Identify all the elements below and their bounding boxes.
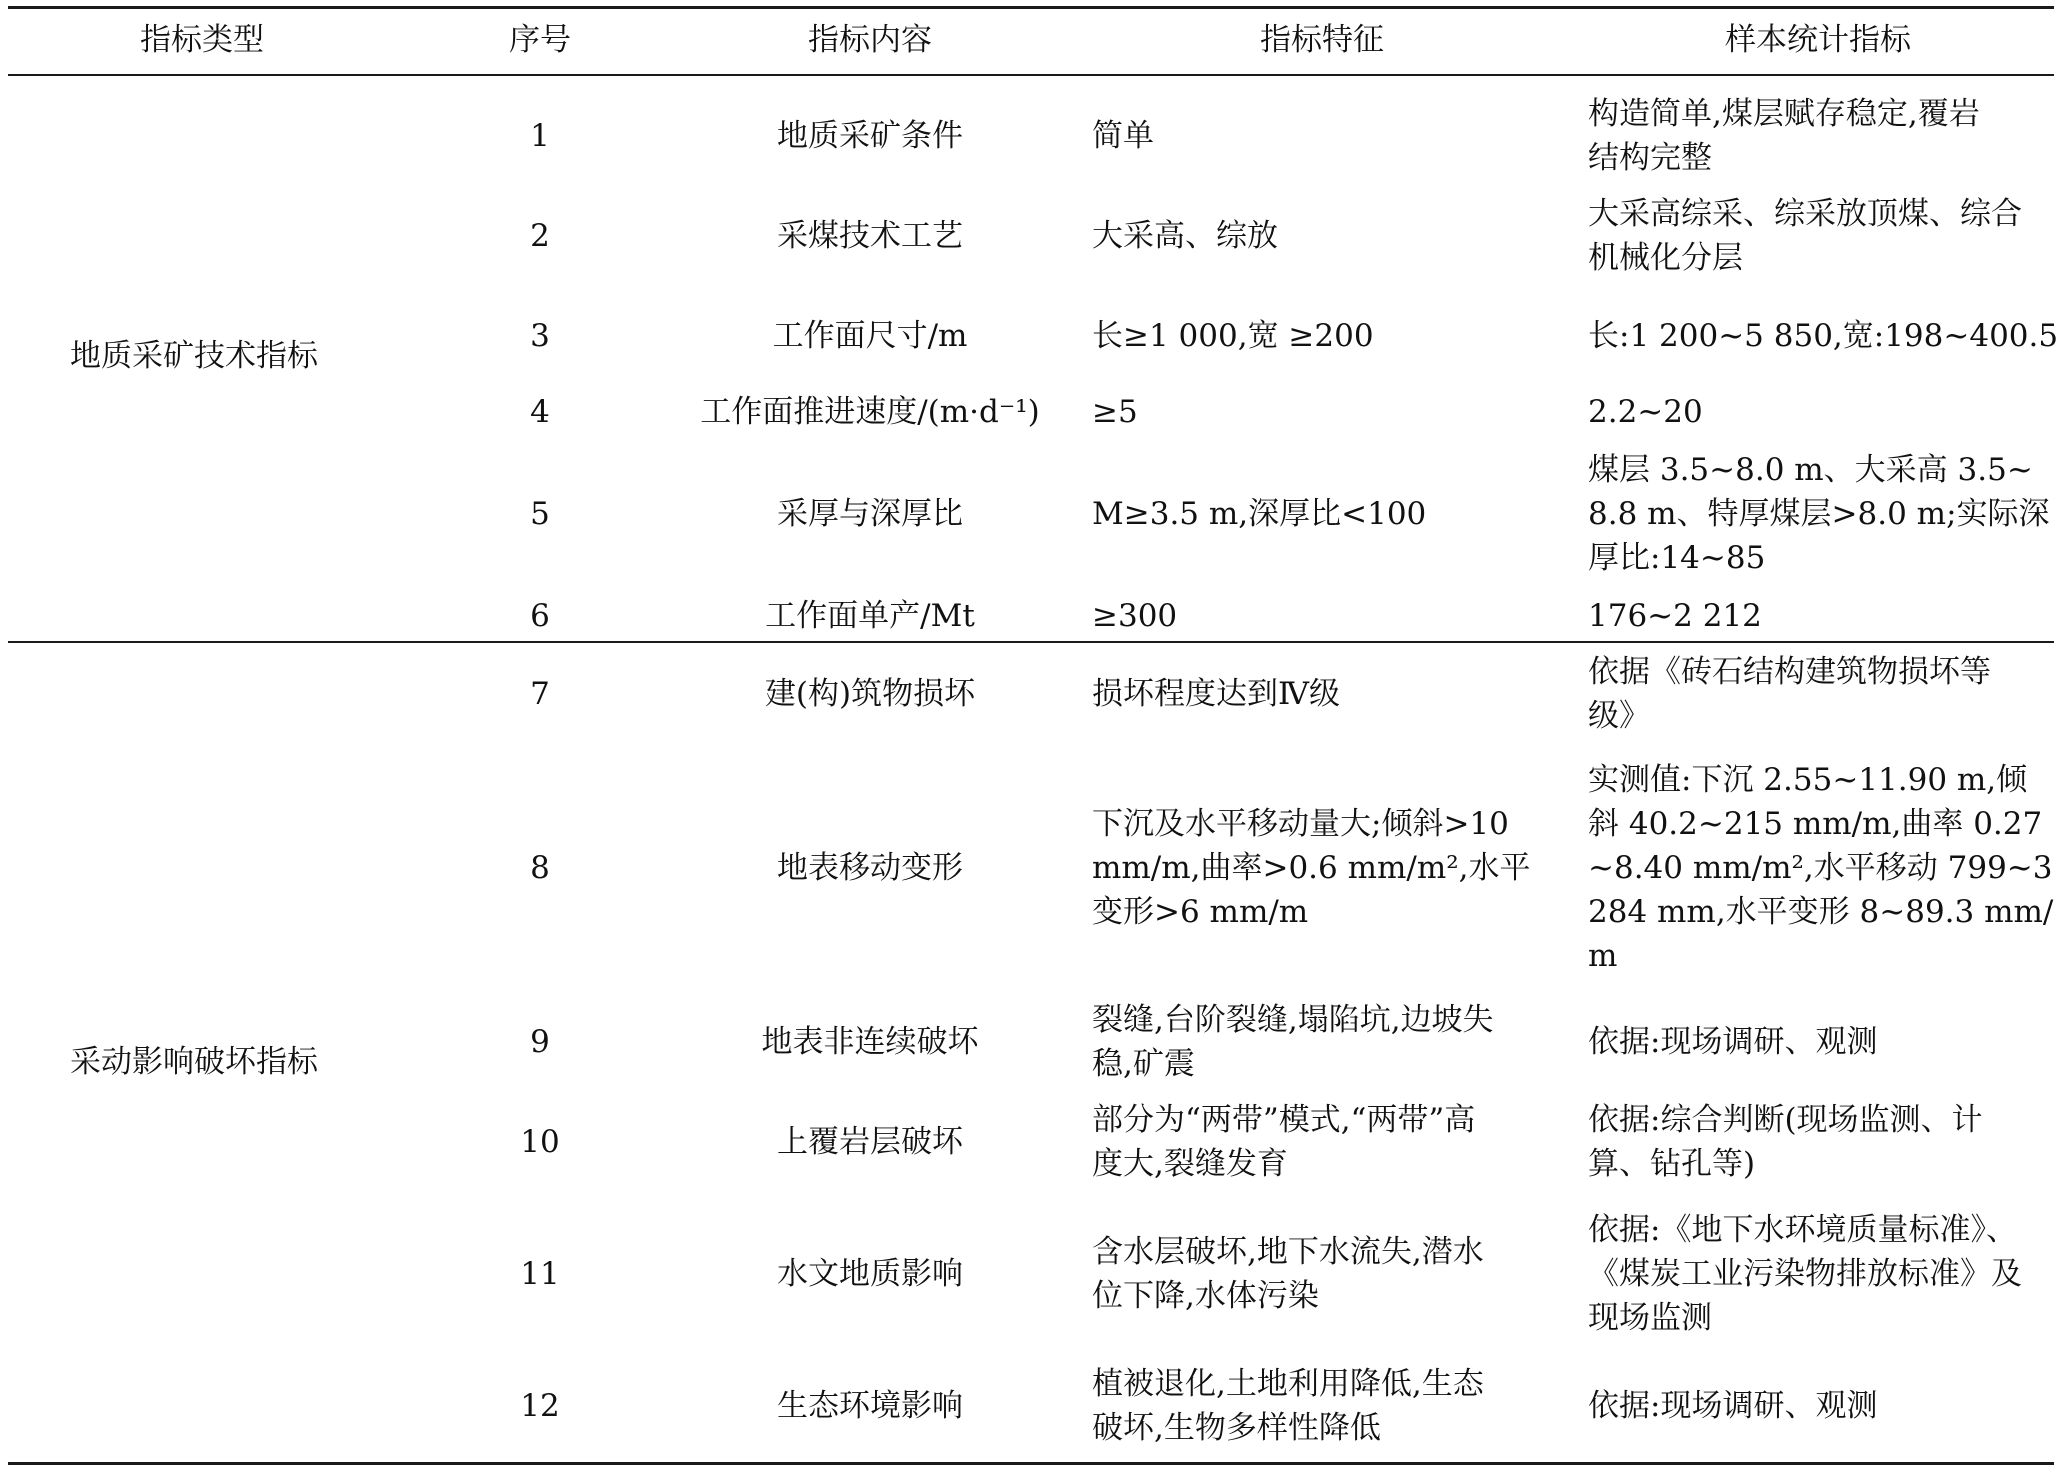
row-8-feature-line: 下沉及水平移动量大;倾斜>10 bbox=[1092, 806, 1509, 842]
row-8-stats bbox=[1588, 758, 2054, 978]
row-10-content: 上覆岩层破坏 bbox=[777, 1124, 963, 1160]
row-3-stats-line: 长:1 200~5 850,宽:198~400.5 bbox=[1588, 318, 2059, 354]
row-5-stats-line: 煤层 3.5~8.0 m、大采高 3.5~ bbox=[1588, 452, 2033, 488]
row-8-stats-line: ~8.40 mm/m²,水平移动 799~3 bbox=[1588, 850, 2053, 886]
row-12-index: 12 bbox=[520, 1388, 560, 1424]
row-6-index: 6 bbox=[530, 598, 550, 634]
row-3-feature bbox=[1092, 314, 1572, 358]
row-8-feature-line: 变形>6 mm/m bbox=[1092, 894, 1309, 930]
row-6-stats bbox=[1588, 594, 2048, 638]
row-2-feature-line: 大采高、综放 bbox=[1092, 218, 1278, 254]
row-3-content: 工作面尺寸/m bbox=[772, 318, 968, 354]
row-10-index: 10 bbox=[520, 1124, 560, 1160]
row-11-index: 11 bbox=[520, 1256, 560, 1292]
row-9-feature bbox=[1092, 998, 1572, 1086]
row-11-feature-line: 位下降,水体污染 bbox=[1092, 1278, 1319, 1314]
row-8-feature-line: mm/m,曲率>0.6 mm/m²,水平 bbox=[1092, 850, 1531, 886]
row-7-stats-line: 级》 bbox=[1588, 698, 1650, 734]
row-1-stats bbox=[1588, 92, 2048, 180]
header-bottom-rule bbox=[8, 74, 2054, 76]
row-11-stats bbox=[1588, 1208, 2048, 1340]
row-8-index: 8 bbox=[530, 850, 550, 886]
header-type: 指标类型 bbox=[140, 22, 264, 58]
row-3-stats bbox=[1588, 314, 2059, 358]
row-9-feature-line: 稳,矿震 bbox=[1092, 1046, 1195, 1082]
header-index: 序号 bbox=[509, 22, 571, 58]
row-2-stats-line: 大采高综采、综采放顶煤、综合 bbox=[1588, 196, 2022, 232]
row-10-feature-line: 部分为“两带”模式,“两带”高 bbox=[1092, 1102, 1476, 1138]
row-1-feature bbox=[1092, 114, 1572, 158]
row-9-stats bbox=[1588, 1020, 2048, 1064]
row-9-feature-line: 裂缝,台阶裂缝,塌陷坑,边坡失 bbox=[1092, 1002, 1494, 1038]
row-5-content: 采厚与深厚比 bbox=[777, 496, 963, 532]
row-1-index: 1 bbox=[530, 118, 550, 154]
row-4-index: 4 bbox=[530, 394, 550, 430]
row-3-index: 3 bbox=[530, 318, 550, 354]
row-5-stats-line: 厚比:14~85 bbox=[1588, 540, 1766, 576]
table-top-rule bbox=[8, 6, 2054, 9]
row-4-feature bbox=[1092, 390, 1572, 434]
table-bottom-rule bbox=[8, 1462, 2054, 1465]
row-12-feature-line: 破坏,生物多样性降低 bbox=[1092, 1410, 1381, 1446]
header-content: 指标内容 bbox=[808, 22, 932, 58]
row-7-content: 建(构)筑物损坏 bbox=[764, 676, 976, 712]
row-12-feature-line: 植被退化,土地利用降低,生态 bbox=[1092, 1366, 1484, 1402]
row-1-feature-line: 简单 bbox=[1092, 118, 1154, 154]
row-1-content: 地质采矿条件 bbox=[777, 118, 963, 154]
row-11-content: 水文地质影响 bbox=[777, 1256, 963, 1292]
row-11-stats-line: 依据:《地下水环境质量标准》、 bbox=[1588, 1212, 2017, 1248]
row-9-stats-line: 依据:现场调研、观测 bbox=[1588, 1024, 1878, 1060]
row-2-feature bbox=[1092, 214, 1572, 258]
row-8-stats-line: 实测值:下沉 2.55~11.90 m,倾 bbox=[1588, 762, 2028, 798]
row-7-index: 7 bbox=[530, 676, 550, 712]
row-12-stats bbox=[1588, 1384, 2048, 1428]
row-8-stats-line: m bbox=[1588, 938, 1618, 974]
row-8-content: 地表移动变形 bbox=[777, 850, 963, 886]
row-4-feature-line: ≥5 bbox=[1092, 394, 1138, 430]
row-10-stats-line: 依据:综合判断(现场监测、计 bbox=[1588, 1102, 1983, 1138]
row-3-feature-line: 长≥1 000,宽 ≥200 bbox=[1092, 318, 1374, 354]
row-4-content: 工作面推进速度/(m·d⁻¹) bbox=[700, 394, 1040, 430]
row-12-feature bbox=[1092, 1362, 1572, 1450]
row-8-stats-line: 284 mm,水平变形 8~89.3 mm/ bbox=[1588, 894, 2054, 930]
row-2-content: 采煤技术工艺 bbox=[777, 218, 963, 254]
row-11-feature bbox=[1092, 1230, 1572, 1318]
row-7-stats-line: 依据《砖石结构建筑物损坏等 bbox=[1588, 654, 1991, 690]
group-label-geology: 地质采矿技术指标 bbox=[70, 338, 318, 374]
row-11-feature-line: 含水层破坏,地下水流失,潜水 bbox=[1092, 1234, 1484, 1270]
group-label-impact: 采动影响破坏指标 bbox=[70, 1044, 318, 1080]
row-5-index: 5 bbox=[530, 496, 550, 532]
row-10-stats-line: 算、钻孔等) bbox=[1588, 1146, 1756, 1182]
row-6-feature-line: ≥300 bbox=[1092, 598, 1178, 634]
row-7-feature-line: 损坏程度达到Ⅳ级 bbox=[1092, 676, 1340, 712]
group-divider-rule bbox=[8, 641, 2054, 643]
row-9-content: 地表非连续破坏 bbox=[761, 1024, 979, 1060]
row-7-stats bbox=[1588, 650, 2048, 738]
row-10-feature bbox=[1092, 1098, 1572, 1186]
row-8-feature bbox=[1092, 802, 1572, 934]
row-2-stats-line: 机械化分层 bbox=[1588, 240, 1743, 276]
row-1-stats-line: 构造简单,煤层赋存稳定,覆岩 bbox=[1588, 96, 1980, 132]
row-10-feature-line: 度大,裂缝发育 bbox=[1092, 1146, 1288, 1182]
row-5-feature bbox=[1092, 492, 1572, 536]
row-12-stats-line: 依据:现场调研、观测 bbox=[1588, 1388, 1878, 1424]
header-feature: 指标特征 bbox=[1260, 22, 1384, 58]
row-12-content: 生态环境影响 bbox=[777, 1388, 963, 1424]
row-6-stats-line: 176~2 212 bbox=[1588, 598, 1762, 634]
row-8-stats-line: 斜 40.2~215 mm/m,曲率 0.27 bbox=[1588, 806, 2043, 842]
row-10-stats bbox=[1588, 1098, 2048, 1186]
row-7-feature bbox=[1092, 672, 1572, 716]
row-9-index: 9 bbox=[530, 1024, 550, 1060]
row-2-index: 2 bbox=[530, 218, 550, 254]
row-1-stats-line: 结构完整 bbox=[1588, 140, 1712, 176]
row-2-stats bbox=[1588, 192, 2048, 280]
row-6-feature bbox=[1092, 594, 1572, 638]
header-stats: 样本统计指标 bbox=[1725, 22, 1911, 58]
row-5-stats-line: 8.8 m、特厚煤层>8.0 m;实际深 bbox=[1588, 496, 2050, 532]
row-5-stats bbox=[1588, 448, 2048, 580]
row-11-stats-line: 现场监测 bbox=[1588, 1300, 1712, 1336]
row-4-stats bbox=[1588, 390, 2048, 434]
row-4-stats-line: 2.2~20 bbox=[1588, 394, 1703, 430]
row-11-stats-line: 《煤炭工业污染物排放标准》及 bbox=[1588, 1256, 2022, 1292]
row-6-content: 工作面单产/Mt bbox=[765, 598, 975, 634]
row-5-feature-line: M≥3.5 m,深厚比<100 bbox=[1092, 496, 1427, 532]
